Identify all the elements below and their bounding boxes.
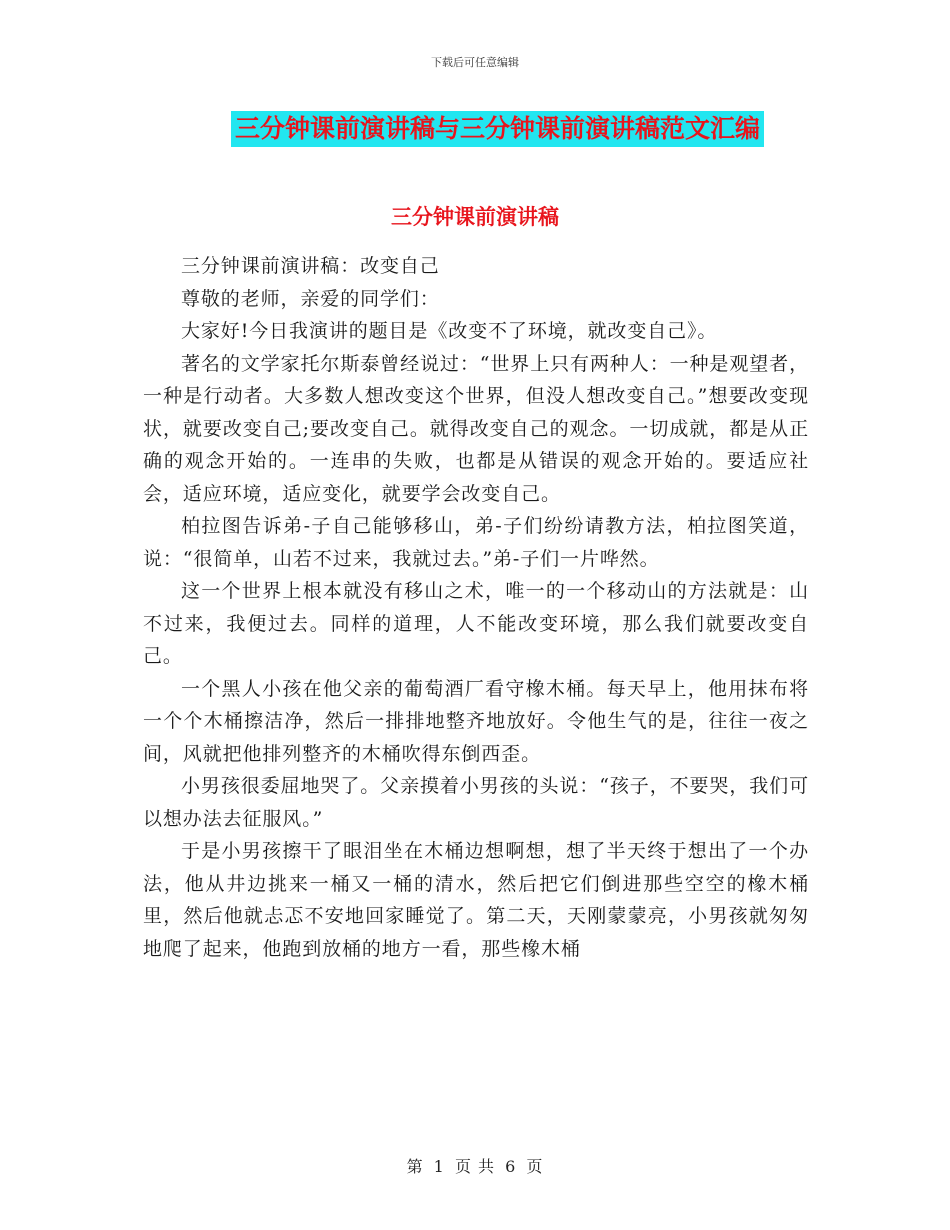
- paragraph: 三分钟课前演讲稿：改变自己: [181, 255, 440, 277]
- paragraph: 尊敬的老师，亲爱的同学们：: [181, 287, 440, 310]
- document-body: [143, 250, 809, 965]
- paragraph: 柏拉图告诉弟-子自己能够移山，弟-子们纷纷请教方法，柏拉图笑道，说：“很简单，山若不过来，我就过去。”弟-子们一片哗然。: [143, 515, 809, 570]
- paragraph: 大家好!今日我演讲的题目是《改变不了环境，就改变自己》。: [181, 320, 718, 342]
- paragraph: 小男孩很委屈地哭了。父亲摸着小男孩的头说：“孩子，不要哭，我们可以想办法去征服风。”: [143, 775, 809, 830]
- footer-suffix: 页: [526, 1157, 544, 1176]
- footer-middle: 页 共: [454, 1157, 496, 1176]
- footer-prefix: 第: [406, 1157, 424, 1176]
- footer-total-pages: 6: [505, 1157, 517, 1176]
- page-footer: [0, 1154, 950, 1177]
- paragraph: 这一个世界上根本就没有移山之术，唯一的一个移动山的方法就是：山不过来，我便过去。同样的道理，人不能改变环境，那么我们就要改变自己。: [143, 580, 809, 667]
- header-note: 下载后可任意编辑: [431, 56, 519, 69]
- main-title-wrapper: [0, 111, 950, 147]
- section-title: 三分钟课前演讲稿: [391, 205, 559, 229]
- paragraph: 一个黑人小孩在他父亲的葡萄酒厂看守橡木桶。每天早上，他用抹布将一个个木桶擦洁净，然后一排排地整齐地放好。令他生气的是，往往一夜之间，风就把他排列整齐的木桶吹得东倒西歪。: [143, 677, 809, 765]
- footer-current-page: 1: [433, 1157, 445, 1176]
- paragraph: 于是小男孩擦干了眼泪坐在木桶边想啊想，想了半天终于想出了一个办法，他从井边挑来一桶又一桶的清水，然后把它们倒进那些空空的橡木桶里，然后他就忐忑不安地回家睡觉了。第二天，天刚蒙蒙亮，小男孩就匆匆地爬了起来，他跑到放桶的地方一看，那些橡木桶: [143, 840, 809, 960]
- paragraph: 著名的文学家托尔斯泰曾经说过：“世界上只有两种人：一种是观望者，一种是行动者。大多数人想改变这个世界，但没人想改变自己。”想要改变现状，就要改变自己;要改变自己。就得改变自己的观念。一切成就，都是从正确的观念开始的。一连串的失败，也都是从错误的观念开始的。要适应社会，适应环境，适应变化，就要学会改变自己。: [143, 352, 809, 505]
- main-title: 三分钟课前演讲稿与三分钟课前演讲稿范文汇编: [231, 111, 764, 147]
